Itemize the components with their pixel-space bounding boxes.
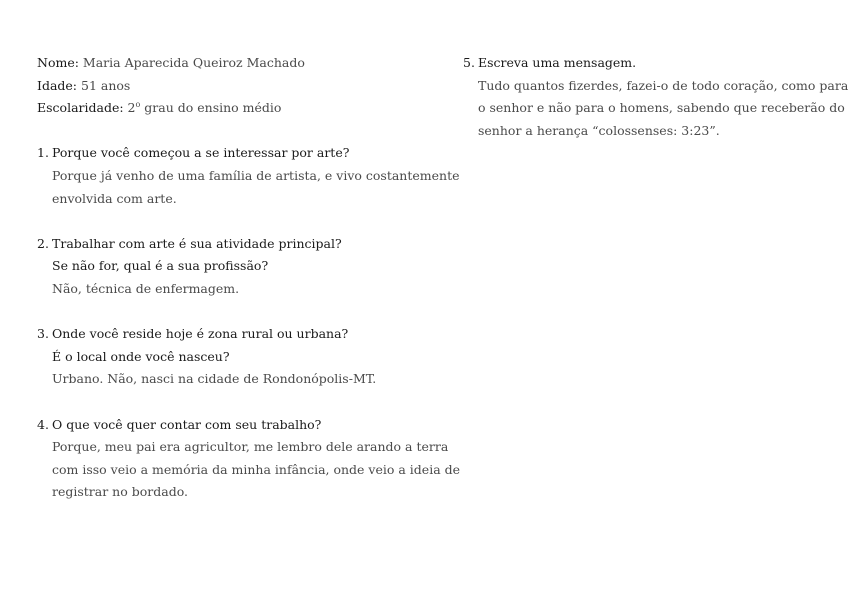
education-row bbox=[37, 97, 437, 120]
question-text: É o local onde você nasceu? bbox=[52, 348, 230, 364]
education-value-text: grau do ensino médio bbox=[140, 100, 282, 116]
age-label: Idade: bbox=[37, 77, 78, 93]
education-label: Escolaridade: bbox=[37, 100, 124, 116]
education-value-number: 2 bbox=[127, 100, 136, 116]
question-block-5 bbox=[463, 52, 849, 142]
question-text: Onde você reside hoje é zona rural ou urbana? bbox=[52, 326, 349, 342]
answer-text: senhor a herança “colossenses: 3:23”. bbox=[478, 122, 720, 138]
question-block-1 bbox=[37, 142, 460, 210]
answer-text: envolvida com arte. bbox=[52, 190, 177, 206]
name-value: Maria Aparecida Queiroz Machado bbox=[82, 55, 305, 70]
question-number: 5. bbox=[463, 55, 475, 70]
age-value: 51 anos bbox=[81, 77, 131, 93]
answer-text: com isso veio a memória da minha infância, onde veio a ideia de bbox=[52, 461, 461, 477]
answer-text: Urbano. Não, nasci na cidade de Rondonópolis-MT. bbox=[52, 371, 377, 387]
question-text: Se não for, qual é a sua profissão? bbox=[52, 258, 269, 274]
question-number: 4. bbox=[37, 416, 49, 432]
answer-text: registrar no bordado. bbox=[52, 484, 188, 500]
left-column bbox=[37, 52, 461, 504]
question-text: Trabalhar com arte é sua atividade principal? bbox=[52, 235, 342, 251]
answer-text: o senhor e não para o homens, sabendo que receberão do bbox=[478, 100, 845, 116]
education-value bbox=[128, 100, 282, 115]
question-block-4 bbox=[37, 414, 461, 504]
question-text: O que você quer contar com seu trabalho? bbox=[52, 416, 322, 432]
question-block-2 bbox=[37, 233, 437, 301]
question-number: 3. bbox=[37, 326, 49, 342]
right-column bbox=[463, 52, 849, 142]
question-text: Porque você começou a se interessar por arte? bbox=[52, 145, 350, 161]
answer-text: Não, técnica de enfermagem. bbox=[52, 280, 240, 296]
age-row bbox=[37, 75, 437, 98]
answer-text: Porque, meu pai era agricultor, me lembro dele arando a terra bbox=[52, 439, 449, 455]
education-value-ordinal: o bbox=[135, 100, 141, 110]
question-block-3 bbox=[37, 323, 437, 391]
answer-text: Porque já venho de uma família de artista, e vivo costantemente bbox=[52, 167, 460, 183]
answer-text: Tudo quantos fizerdes, fazei-o de todo coração, como para bbox=[478, 77, 849, 93]
question-number: 2. bbox=[37, 235, 49, 251]
name-row bbox=[37, 52, 437, 75]
name-label: Nome: bbox=[37, 55, 79, 70]
question-text: Escreva uma mensagem. bbox=[478, 55, 637, 70]
question-number: 1. bbox=[37, 145, 49, 161]
